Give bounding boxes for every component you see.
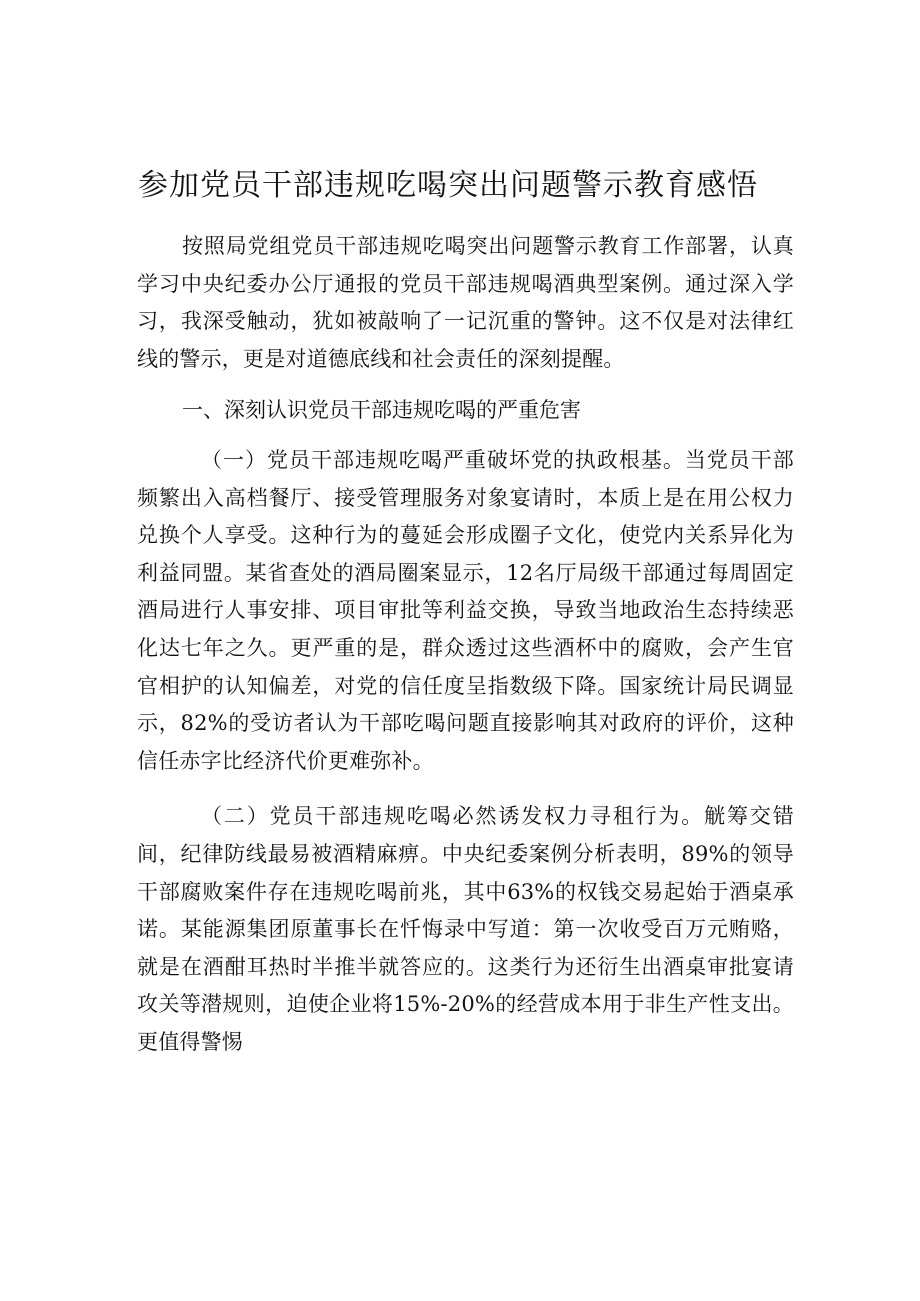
document-title: 参加党员干部违规吃喝突出问题警示教育感悟 <box>138 168 758 203</box>
point-two-paragraph: （二）党员干部违规吃喝必然诱发权力寻租行为。觥筹交错间，纪律防线最易被酒精麻痹。中央纪委案例分析表明，89%的领导干部腐败案件存在违规吃喝前兆，其中63%的权钱交易起始于酒桌承诺。某能源集团原董事长在忏悔录中写道：第一次收受百万元贿赂，就是在酒酣耳热时半推半就答应的。这类行为还衍生出酒桌审批宴请攻关等潜规则，迫使企业将15%-20%的经营成本用于非生产性支出。更值得警惕 <box>137 804 794 1054</box>
intro-paragraph: 按照局党组党员干部违规吃喝突出问题警示教育工作部署，认真学习中央纪委办公厅通报的党员干部违规喝酒典型案例。通过深入学习，我深受触动，犹如被敲响了一记沉重的警钟。这不仅是对法律红线的警示，更是对道德底线和社会责任的深刻提醒。 <box>137 234 794 371</box>
document-body <box>137 228 794 1061</box>
section-heading: 一、深刻认识党员干部违规吃喝的严重危害 <box>182 398 581 423</box>
point-one-paragraph: （一）党员干部违规吃喝严重破坏党的执政根基。当党员干部频繁出入高档餐厅、接受管理服务对象宴请时，本质上是在用公权力兑换个人享受。这种行为的蔓延会形成圈子文化，使党内关系异化为利益同盟。某省查处的酒局圈案显示，12名厅局级干部通过每周固定酒局进行人事安排、项目审批等利益交换，导致当地政治生态持续恶化达七年之久。更严重的是，群众透过这些酒杯中的腐败，会产生官官相护的认知偏差，对党的信任度呈指数级下降。国家统计局民调显示，82%的受访者认为干部吃喝问题直接影响其对政府的评价，这种信任赤字比经济代价更难弥补。 <box>137 447 794 773</box>
